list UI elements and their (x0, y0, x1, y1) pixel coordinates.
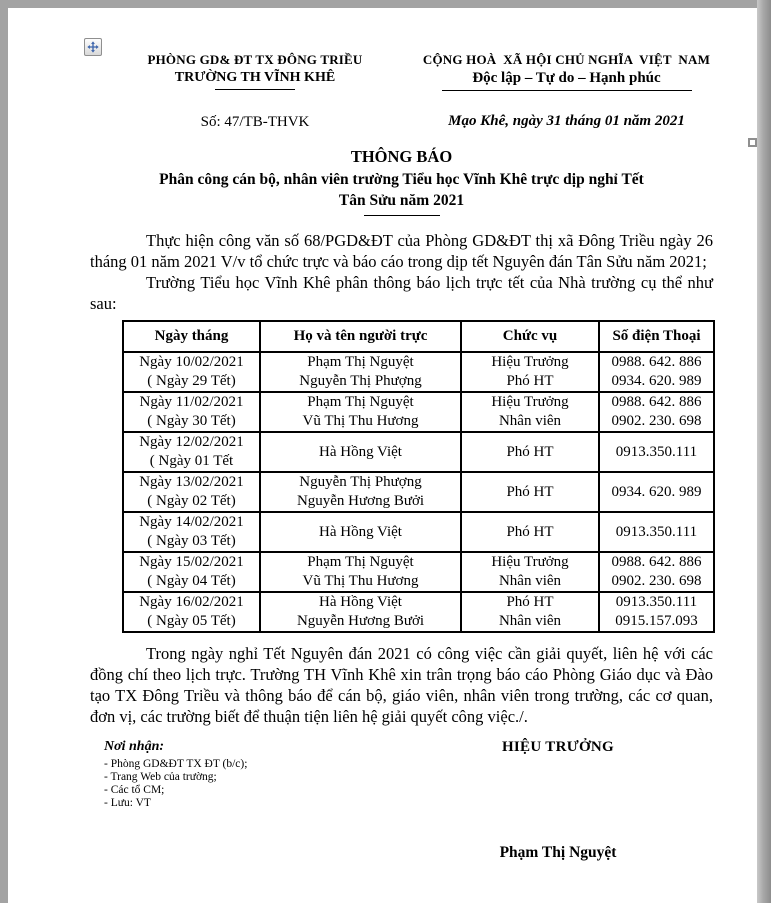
cell-names: Phạm Thị Nguyệt Vũ Thị Thu Hương (260, 552, 461, 592)
cell-names: Hà Hồng Việt (260, 512, 461, 552)
national-motto-line2: Độc lập – Tự do – Hạnh phúc (472, 70, 661, 86)
cell-names: Phạm Thị Nguyệt Nguyễn Thị Phượng (260, 352, 461, 392)
cell-date: Ngày 16/02/2021 ( Ngày 05 Tết) (123, 592, 260, 632)
paragraph-basis: Thực hiện công văn số 68/PGD&ĐT của Phòng GD&ĐT thị xã Đông Triều ngày 26 tháng 01 năm 2021 V/v tổ chức trực và báo cáo trong dịp tết Nguyên đán Tân Sửu năm 2021; (90, 231, 713, 271)
signature-name: Phạm Thị Nguyệt (499, 844, 617, 861)
school-name-line: TRƯỜNG TH VĨNH KHÊ (174, 70, 336, 85)
cell-phones: 0934. 620. 989 (599, 472, 714, 512)
recipients-label: Nơi nhận: (104, 739, 165, 754)
cell-phones: 0913.350.111 (599, 512, 714, 552)
cell-roles: Phó HT (461, 472, 599, 512)
schedule-table-body (123, 352, 714, 632)
cell-phones: 0988. 642. 886 0934. 620. 989 (599, 352, 714, 392)
column-header-name: Họ và tên người trực (260, 321, 461, 352)
cell-date: Ngày 15/02/2021 ( Ngày 04 Tết) (123, 552, 260, 592)
cell-roles: Phó HT (461, 432, 599, 472)
national-motto-line1: CỘNG HOÀ XÃ HỘI CHỦ NGHĨA VIỆT NAM (422, 52, 711, 67)
recipients-block (90, 739, 390, 862)
cell-date: Ngày 13/02/2021 ( Ngày 02 Tết) (123, 472, 260, 512)
recipient-item: - Phòng GD&ĐT TX ĐT (b/c); (104, 758, 248, 770)
table-row (123, 512, 714, 552)
paragraph-intro: Trường Tiểu học Vĩnh Khê phân thông báo lịch trực tết của Nhà trường cụ thể như sau: (90, 273, 713, 313)
cell-phones: 0913.350.111 0915.157.093 (599, 592, 714, 632)
paragraph-closing: Trong ngày nghỉ Tết Nguyên đán 2021 có công việc cần giải quyết, liên hệ với các đồng chí theo lịch trực. Trường TH Vĩnh Khê xin trân trọng báo cáo Phòng Giáo dục và Đào tạo TX Đông Triều và thông báo để cán bộ, giáo viên, nhân viên trong trường, các cơ quan, đơn vị, các trường biết để thuận tiện liên hệ giải quyết công việc./. (90, 644, 713, 726)
title-underline (364, 215, 440, 216)
title-subtitle-line2: Tân Sửu năm 2021 (338, 192, 465, 209)
cell-phones: 0913.350.111 (599, 432, 714, 472)
cell-phones: 0988. 642. 886 0902. 230. 698 (599, 552, 714, 592)
table-row (123, 472, 714, 512)
cell-roles: Hiệu Trưởng Nhân viên (461, 392, 599, 432)
signature-title: HIỆU TRƯỞNG (501, 739, 615, 755)
cell-date: Ngày 10/02/2021 ( Ngày 29 Tết) (123, 352, 260, 392)
cell-roles: Hiệu Trưởng Phó HT (461, 352, 599, 392)
column-header-role: Chức vụ (461, 321, 599, 352)
column-header-date: Ngày tháng (123, 321, 260, 352)
table-row (123, 352, 714, 392)
table-header-row (123, 321, 714, 352)
cell-names: Hà Hồng Việt (260, 432, 461, 472)
document-footer (90, 739, 713, 862)
recipients-list (104, 758, 390, 810)
cell-names: Phạm Thị Nguyệt Vũ Thị Thu Hương (260, 392, 461, 432)
cell-names: Hà Hồng Việt Nguyễn Hương Bưởi (260, 592, 461, 632)
recipient-item: - Lưu: VT (104, 797, 151, 809)
cell-roles: Phó HT (461, 512, 599, 552)
duty-schedule-table (122, 320, 715, 633)
cell-date: Ngày 14/02/2021 ( Ngày 03 Tết) (123, 512, 260, 552)
signature-block (403, 739, 713, 862)
cell-date: Ngày 11/02/2021 ( Ngày 30 Tết) (123, 392, 260, 432)
cell-date: Ngày 12/02/2021 ( Ngày 01 Tết (123, 432, 260, 472)
table-row (123, 392, 714, 432)
title-main: THÔNG BÁO (350, 147, 453, 166)
recipient-item: - Các tổ CM; (104, 784, 165, 796)
recipient-item: - Trang Web của trường; (104, 771, 217, 783)
school-name-underline (215, 89, 295, 90)
place-date-line: Mạo Khê, ngày 31 tháng 01 năm 2021 (448, 113, 685, 129)
column-header-phone: Số điện Thoại (599, 321, 714, 352)
issuing-office-line: PHÒNG GD& ĐT TX ĐÔNG TRIỀU (147, 52, 363, 67)
window-scroll-gutter[interactable] (757, 0, 771, 903)
title-subtitle-line1: Phân công cán bộ, nhân viên trường Tiểu học Vĩnh Khê trực dịp nghỉ Tết (159, 171, 644, 188)
cell-phones: 0988. 642. 886 0902. 230. 698 (599, 392, 714, 432)
cell-roles: Hiệu Trưởng Nhân viên (461, 552, 599, 592)
cell-roles: Phó HT Nhân viên (461, 592, 599, 632)
table-row (123, 552, 714, 592)
document-page (8, 8, 757, 903)
table-row (123, 432, 714, 472)
document-title (90, 147, 713, 216)
motto-underline (442, 90, 692, 91)
cell-names: Nguyễn Thị Phượng Nguyễn Hương Bưởi (260, 472, 461, 512)
table-row (123, 592, 714, 632)
document-header (90, 52, 713, 131)
document-number: Số: 47/TB-THVK (200, 114, 310, 130)
